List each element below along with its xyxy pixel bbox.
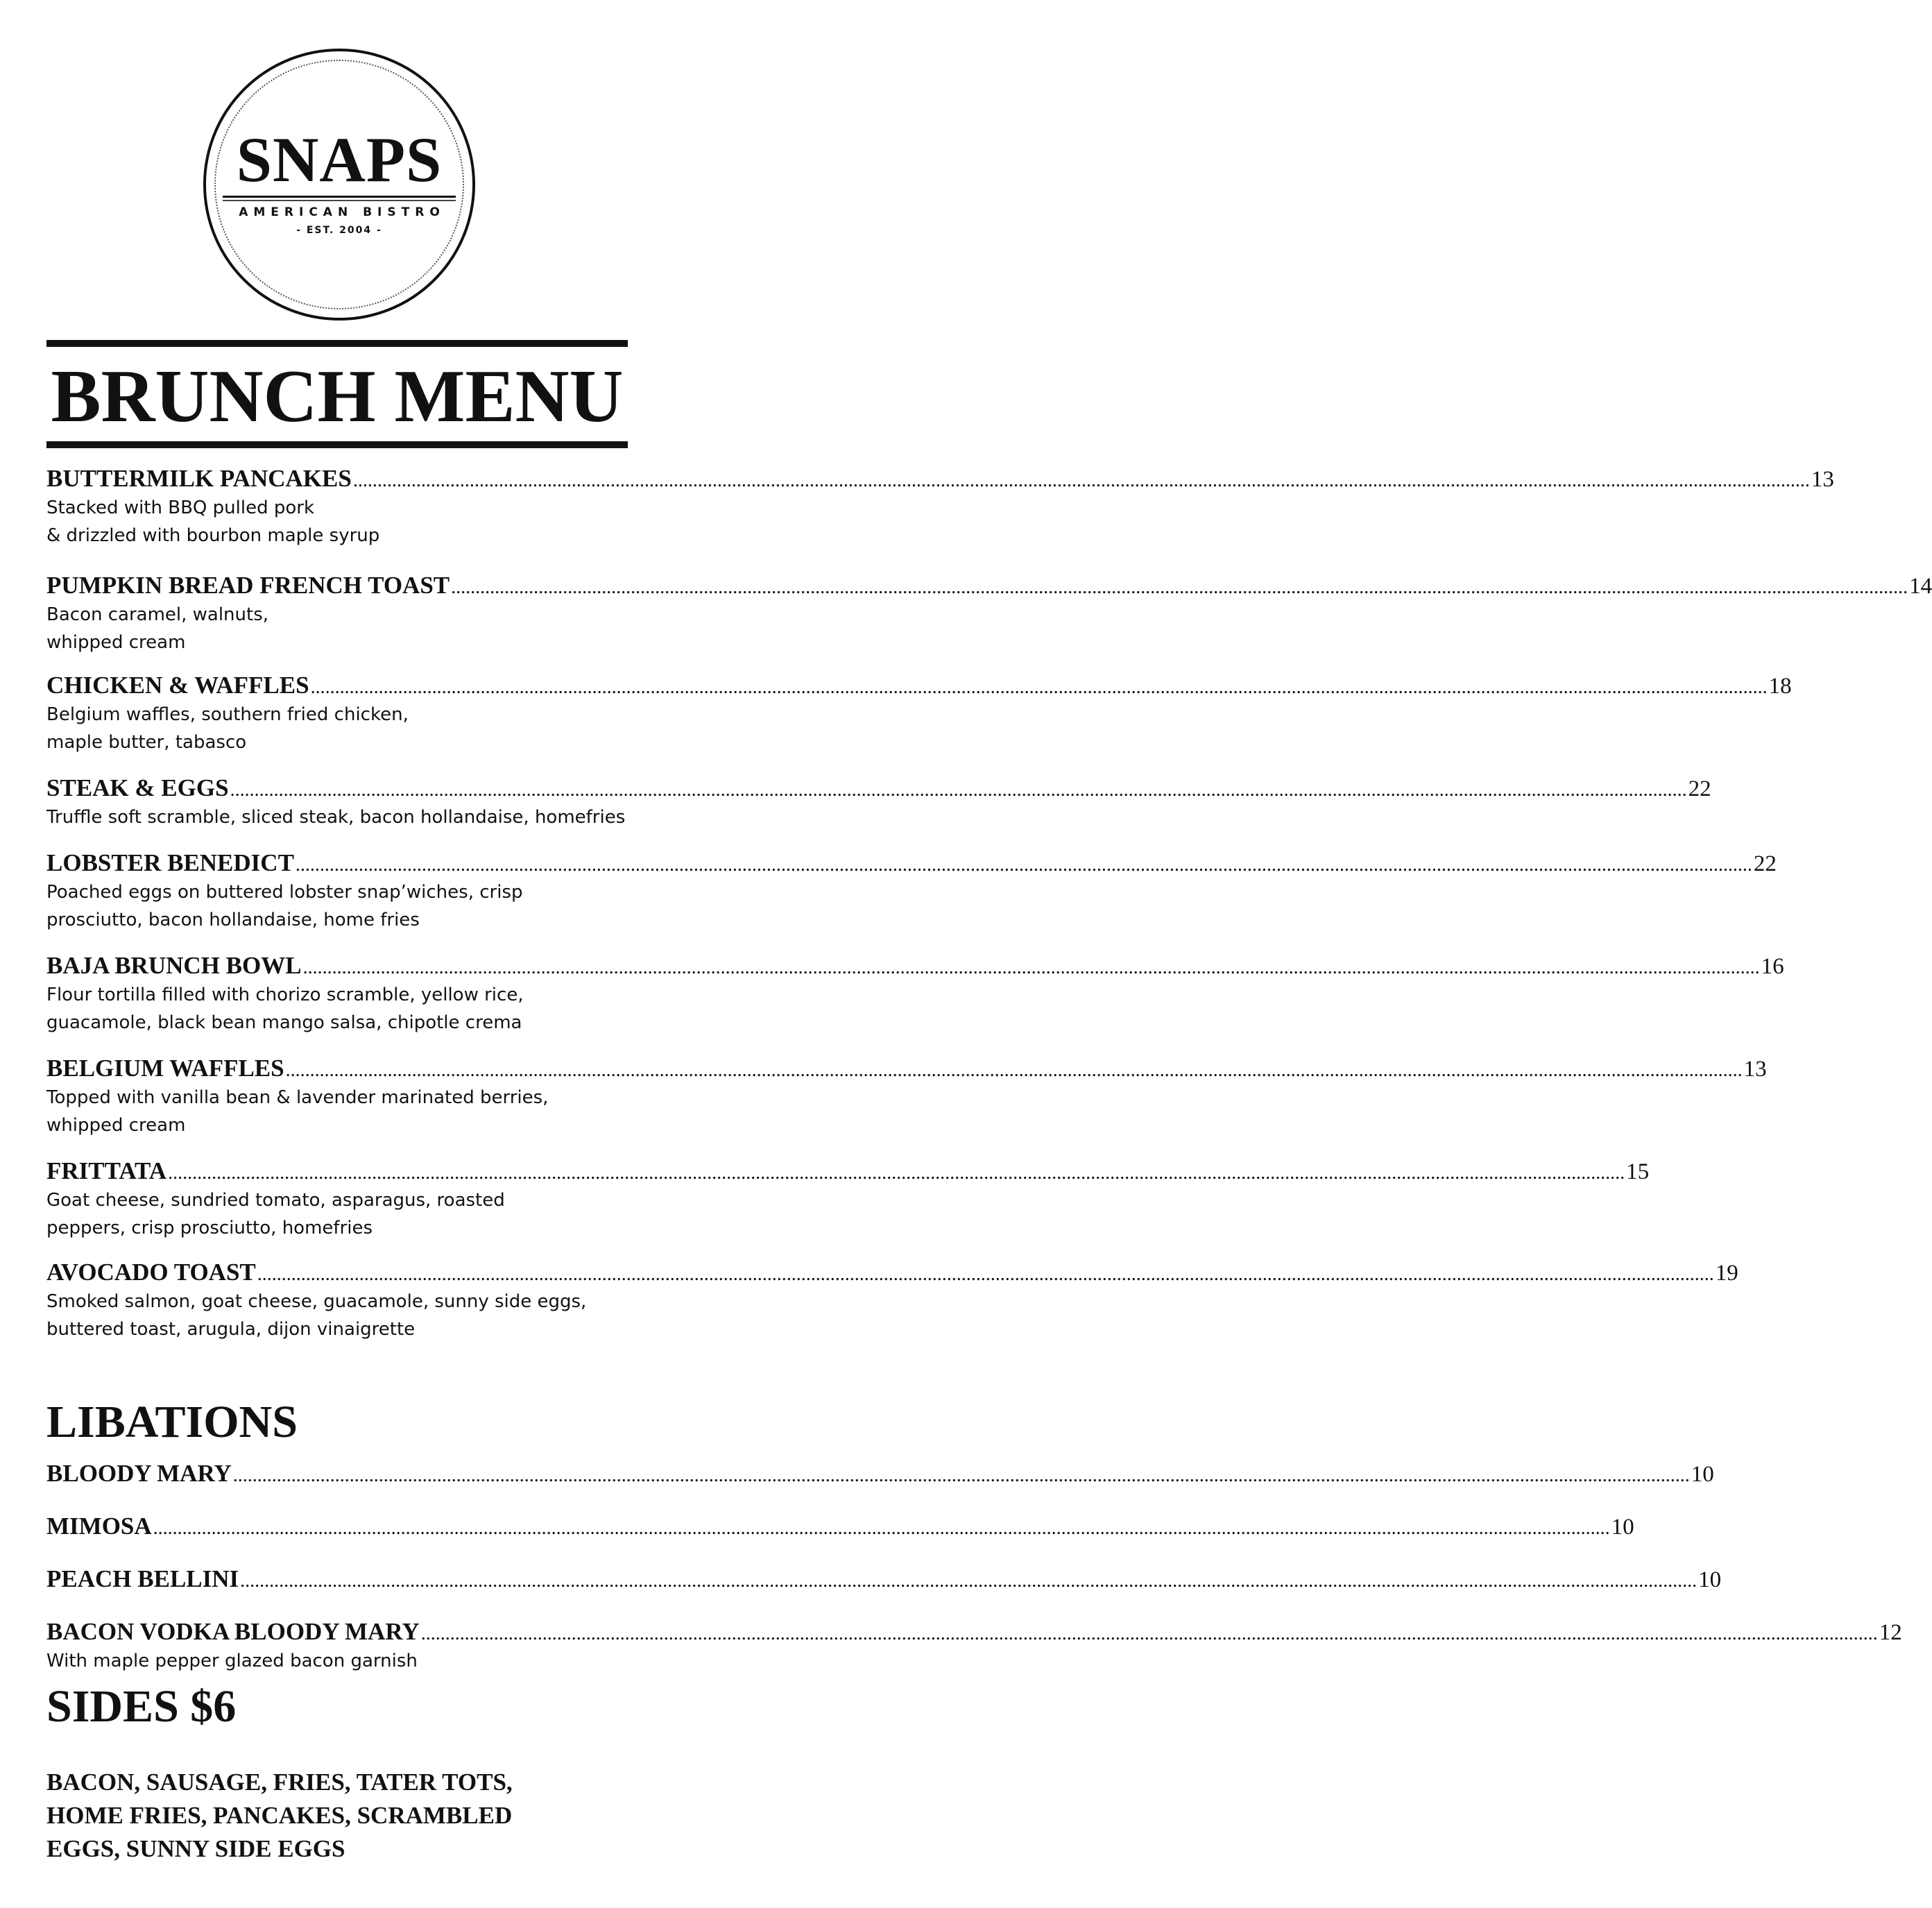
menu-item-description: Goat cheese, sundried tomato, asparagus, roasted	[46, 1190, 505, 1211]
menu-item-name: BELGIUM WAFFLES	[46, 1055, 284, 1082]
dot-leader: ............................................................................................................................................................................................................................................................................................................	[285, 1059, 1743, 1081]
menu-item-price: 14	[1909, 574, 1932, 599]
menu-item-name: CHICKEN & WAFFLES	[46, 672, 309, 699]
menu-item-name: PUMPKIN BREAD FRENCH TOAST	[46, 572, 450, 599]
dot-leader: ............................................................................................................................................................................................................................................................................................................	[232, 1465, 1690, 1486]
menu-item-line	[46, 1053, 1767, 1084]
dot-leader: ............................................................................................................................................................................................................................................................................................................	[302, 957, 1760, 978]
menu-item-price: 10	[1698, 1567, 1722, 1592]
menu-item-line	[46, 773, 1711, 803]
menu-item-price: 15	[1626, 1159, 1650, 1184]
menu-item	[46, 570, 1932, 656]
logo-name: SNAPS	[236, 124, 443, 195]
menu-item-line	[46, 951, 1784, 981]
dot-leader: ............................................................................................................................................................................................................................................................................................................	[168, 1162, 1625, 1184]
logo-subtitle: AMERICAN BISTRO	[239, 205, 445, 219]
menu-item	[46, 1156, 1650, 1242]
menu-item-line	[46, 570, 1932, 601]
menu-item-description: Stacked with BBQ pulled pork	[46, 497, 315, 518]
menu-item-description: Topped with vanilla bean & lavender marinated berries,	[46, 1087, 549, 1108]
logo-rule	[223, 200, 456, 201]
dot-leader: ............................................................................................................................................................................................................................................................................................................	[295, 854, 1752, 876]
menu-item-description: & drizzled with bourbon maple syrup	[46, 525, 380, 546]
menu-item	[46, 1458, 1714, 1489]
menu-item	[46, 848, 1777, 934]
menu-title: BRUNCH MENU	[51, 355, 624, 438]
sides-line: HOME FRIES, PANCAKES, SCRAMBLED	[46, 1802, 513, 1829]
menu-item-line	[46, 1617, 1902, 1647]
menu-item-name: STEAK & EGGS	[46, 774, 229, 801]
menu-item-line	[46, 463, 1834, 494]
menu-item-name: MIMOSA	[46, 1513, 152, 1540]
menu-item	[46, 1257, 1738, 1343]
menu-item-name: BAJA BRUNCH BOWL	[46, 952, 302, 979]
dot-leader: ............................................................................................................................................................................................................................................................................................................	[240, 1570, 1698, 1592]
title-rule-bottom	[46, 441, 628, 448]
menu-item-line	[46, 1511, 1634, 1542]
menu-item	[46, 951, 1784, 1037]
menu-item-name: LOBSTER BENEDICT	[46, 849, 294, 876]
menu-item	[46, 1564, 1722, 1594]
menu-item-line	[46, 1564, 1722, 1594]
menu-item-name: PEACH BELLINI	[46, 1565, 239, 1592]
restaurant-logo	[203, 49, 475, 321]
menu-item-description: Belgium waffles, southern fried chicken,	[46, 704, 409, 725]
menu-item-description: Bacon caramel, walnuts,	[46, 604, 269, 625]
dot-leader: ............................................................................................................................................................................................................................................................................................................	[352, 470, 1810, 491]
menu-item	[46, 1617, 1902, 1675]
menu-item-name: BUTTERMILK PANCAKES	[46, 465, 352, 492]
menu-item	[46, 773, 1711, 831]
menu-item-price: 10	[1611, 1515, 1634, 1540]
menu-item	[46, 1511, 1634, 1542]
menu-item-description: buttered toast, arugula, dijon vinaigrette	[46, 1319, 416, 1340]
menu-item-description: guacamole, black bean mango salsa, chipotle crema	[46, 1012, 522, 1033]
libations-heading: LIBATIONS	[46, 1397, 298, 1447]
menu-item-price: 13	[1811, 467, 1834, 492]
menu-item-price: 19	[1715, 1261, 1738, 1286]
title-rule-top	[46, 340, 628, 347]
menu-item-description: Flour tortilla filled with chorizo scramble, yellow rice,	[46, 985, 524, 1005]
menu-item-price: 22	[1688, 776, 1711, 801]
menu-item-description: Truffle soft scramble, sliced steak, bacon hollandaise, homefries	[46, 807, 626, 828]
menu-item-name: FRITTATA	[46, 1157, 167, 1184]
sides-list	[46, 1766, 650, 1866]
menu-item-description: whipped cream	[46, 632, 186, 653]
logo-rule	[223, 196, 456, 198]
menu-item-line	[46, 670, 1792, 701]
menu-item	[46, 670, 1792, 756]
menu-item	[46, 1053, 1767, 1139]
dot-leader: ............................................................................................................................................................................................................................................................................................................	[230, 779, 1687, 801]
menu-item-description: prosciutto, bacon hollandaise, home fries	[46, 910, 420, 930]
menu-item-description: Poached eggs on buttered lobster snap’wiches, crisp	[46, 882, 523, 903]
menu-item-description: whipped cream	[46, 1115, 186, 1136]
sides-heading: SIDES $6	[46, 1681, 237, 1732]
menu-item-description: With maple pepper glazed bacon garnish	[46, 1651, 418, 1671]
menu-item-description: maple butter, tabasco	[46, 732, 247, 753]
menu-item-description: peppers, crisp prosciutto, homefries	[46, 1218, 373, 1238]
menu-item-name: AVOCADO TOAST	[46, 1259, 256, 1286]
menu-item-price: 12	[1879, 1620, 1902, 1645]
menu-item-line	[46, 848, 1777, 878]
dot-leader: ............................................................................................................................................................................................................................................................................................................	[153, 1517, 1610, 1539]
sides-line: EGGS, SUNNY SIDE EGGS	[46, 1835, 345, 1862]
logo-established: - EST. 2004 -	[296, 225, 382, 236]
dot-leader: ............................................................................................................................................................................................................................................................................................................	[257, 1263, 1714, 1285]
menu-item	[46, 463, 1834, 550]
menu-item-price: 16	[1761, 954, 1784, 979]
dot-leader: ............................................................................................................................................................................................................................................................................................................	[310, 676, 1768, 698]
dot-leader: ............................................................................................................................................................................................................................................................................................................	[420, 1623, 1878, 1644]
menu-item-price: 13	[1743, 1057, 1767, 1082]
menu-item-line	[46, 1156, 1650, 1186]
menu-item-description: Smoked salmon, goat cheese, guacamole, sunny side eggs,	[46, 1291, 587, 1312]
menu-item-line	[46, 1257, 1738, 1288]
menu-item-line	[46, 1458, 1714, 1489]
menu-item-name: BLOODY MARY	[46, 1460, 232, 1487]
menu-item-price: 10	[1691, 1462, 1714, 1487]
dot-leader: ............................................................................................................................................................................................................................................................................................................	[451, 577, 1908, 598]
menu-item-price: 18	[1768, 674, 1792, 699]
menu-item-name: BACON VODKA BLOODY MARY	[46, 1618, 420, 1645]
menu-item-price: 22	[1753, 851, 1777, 876]
sides-line: BACON, SAUSAGE, FRIES, TATER TOTS,	[46, 1769, 513, 1796]
